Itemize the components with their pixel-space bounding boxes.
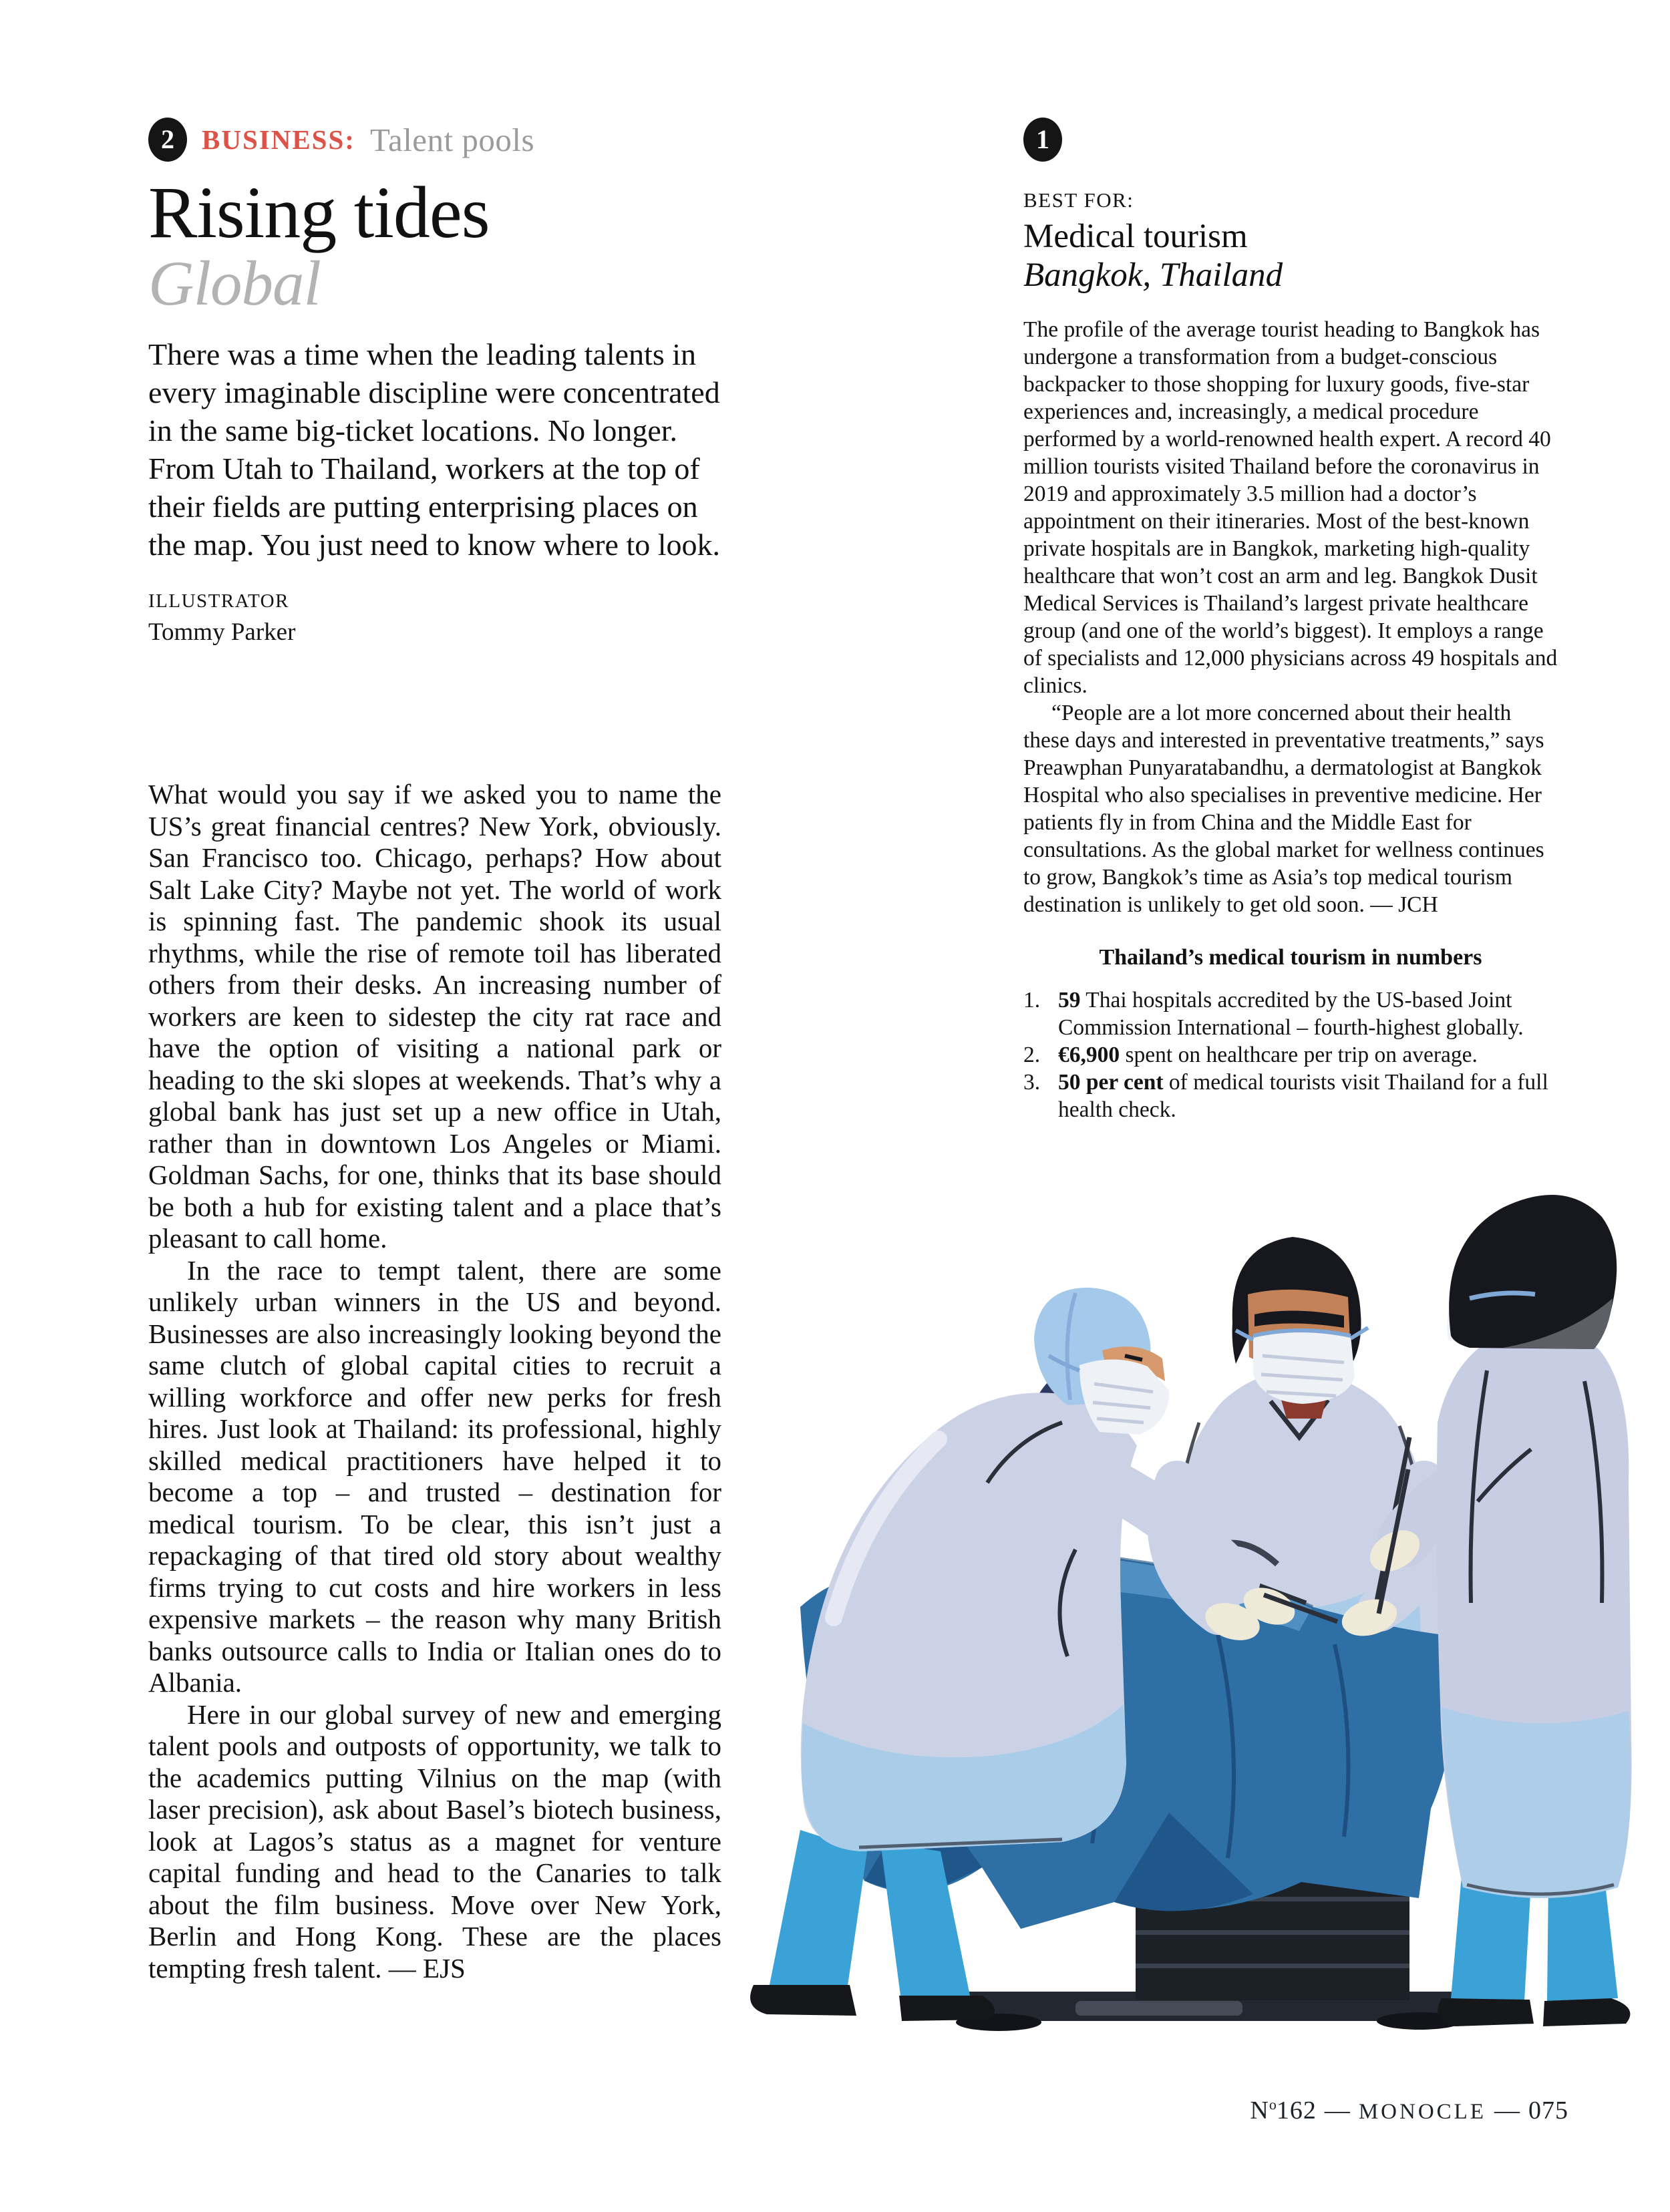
section-kicker: [148, 118, 723, 162]
section-number-badge: 2: [148, 118, 187, 162]
best-for-label: BEST FOR:: [1023, 188, 1134, 212]
issue-prefix: N: [1250, 2096, 1269, 2125]
folio-separator: —: [1324, 2096, 1351, 2125]
list-marker: 2.: [1023, 1043, 1041, 1068]
page-folio: [1250, 2096, 1568, 2125]
body-paragraph: What would you say if we asked you to name the US’s great financial centres? New York, obviously. San Francisco too. Chicago, perhaps? How about Salt Lake City? Maybe not yet. The world of work is spinning fast. The pandemic shook its usual rhythms, while the rise of remote toil has liberated others from their desks. An increasing number of workers are keen to sidestep the city rat race and have the option of visiting a national park or heading to the ski slopes at weekends. That’s why a global bank has just set up a new office in Utah, rather than in downtown Los Angeles or Miami. Goldman Sachs, for one, thinks that its base should be both a hub for existing talent and a place that’s pleasant to call home.: [148, 779, 721, 1254]
illustrator-name: Tommy Parker: [148, 618, 296, 646]
list-value: 50 per cent: [1058, 1070, 1164, 1095]
magazine-name: MONOCLE: [1358, 2100, 1486, 2124]
article-title: Rising tides: [148, 172, 490, 253]
list-marker: 1.: [1023, 988, 1041, 1013]
article-body: [148, 779, 721, 1984]
article-header: [148, 118, 723, 647]
list-value: 59: [1058, 988, 1081, 1013]
folio-separator: —: [1494, 2096, 1520, 2125]
article-standfirst: There was a time when the leading talents in every imaginable discipline were concentrated in the same big-ticket locations. No longer. From Utah to Thailand, workers at the top of their fields are putting enterprising places on the map. You just need to know where to look.: [148, 337, 721, 562]
numbers-heading: Thailand’s medical tourism in numbers: [1099, 945, 1482, 970]
issue-ordinal: o: [1269, 2096, 1277, 2113]
body-paragraph: “People are a lot more concerned about their health these days and interested in preventative treatments,” says Preawphan Punyaratabandhu, a dermatologist at Bangkok Hospital who also specialises in preventive medicine. Her patients fly in from China and the Middle East for consultations. As the global market for wellness continues to grow, Bangkok’s time as Asia’s top medical tourism destination is unlikely to get old soon. — JCH: [1023, 701, 1544, 918]
body-paragraph: In the race to tempt talent, there are some unlikely urban winners in the US and beyond. Businesses are also increasingly looking beyond the same clutch of global capital cities to recruit a willing workforce and offer new perks for fresh hires. Just look at Thailand: its professional, highly skilled medical practitioners have helped it to become a top – and trusted – destination for medical tourism. To be clear, this isn’t just a repackaging of that tired old story about wealthy firms trying to cut costs and hire workers in less expensive markets – the reason why many British banks outsource calls to India or Italian ones do to Albania.: [148, 1254, 721, 1698]
surgery-illustration-svg: [701, 1135, 1637, 2070]
best-for-panel: [1023, 118, 1558, 1123]
list-item: [1023, 1041, 1558, 1069]
list-text: spent on healthcare per trip on average.: [1120, 1043, 1478, 1068]
kicker-topic: Talent pools: [369, 121, 535, 158]
article-subtitle: Global: [148, 247, 321, 319]
surgery-illustration: [701, 1135, 1637, 2070]
page-number: 075: [1528, 2096, 1568, 2125]
body-paragraph: The profile of the average tourist heading to Bangkok has undergone a transformation from a budget-conscious backpacker to those shopping for luxury goods, five-star experiences and, increasingly, a medical procedure performed by a world-renowned health expert. A record 40 million tourists visited Thailand before the coronavirus in 2019 and approximately 3.5 million had a doctor’s appointment on their itineraries. Most of the best-known private hospitals are in Bangkok, marketing high-quality healthcare that won’t cost an arm and leg. Bangkok Dusit Medical Services is Thailand’s largest private healthcare group (and one of the world’s biggest). It employs a range of specialists and 12,000 physicians across 49 hospitals and clinics.: [1023, 317, 1558, 699]
panel-body: [1023, 316, 1558, 918]
list-item: [1023, 986, 1558, 1041]
best-for-location: Bangkok, Thailand: [1023, 256, 1283, 294]
issue-number: 162: [1276, 2096, 1317, 2125]
list-item: [1023, 1069, 1558, 1123]
list-marker: 3.: [1023, 1070, 1041, 1095]
best-for-title: Medical tourism: [1023, 218, 1248, 255]
list-text: of medical tourists visit Thailand for a full health check.: [1058, 1070, 1548, 1123]
list-value: €6,900: [1058, 1043, 1120, 1068]
illustrator-credit: [148, 590, 723, 647]
illustrator-label: ILLUSTRATOR: [148, 590, 289, 612]
numbers-list: [1023, 986, 1558, 1123]
body-paragraph: Here in our global survey of new and emerging talent pools and outposts of opportunity, we talk to the academics putting Vilnius on the map (with laser precision), ask about Basel’s biotech business, look at Lagos’s status as a magnet for venture capital funding and head to the Canaries to talk about the film business. Move over New York, Berlin and Hong Kong. These are the places tempting fresh talent. — EJS: [148, 1698, 721, 1984]
item-number-badge: 1: [1023, 118, 1062, 162]
list-text: Thai hospitals accredited by the US-based Joint Commission International – fourth-highest globally.: [1058, 988, 1524, 1041]
kicker-category: BUSINESS:: [202, 124, 355, 155]
